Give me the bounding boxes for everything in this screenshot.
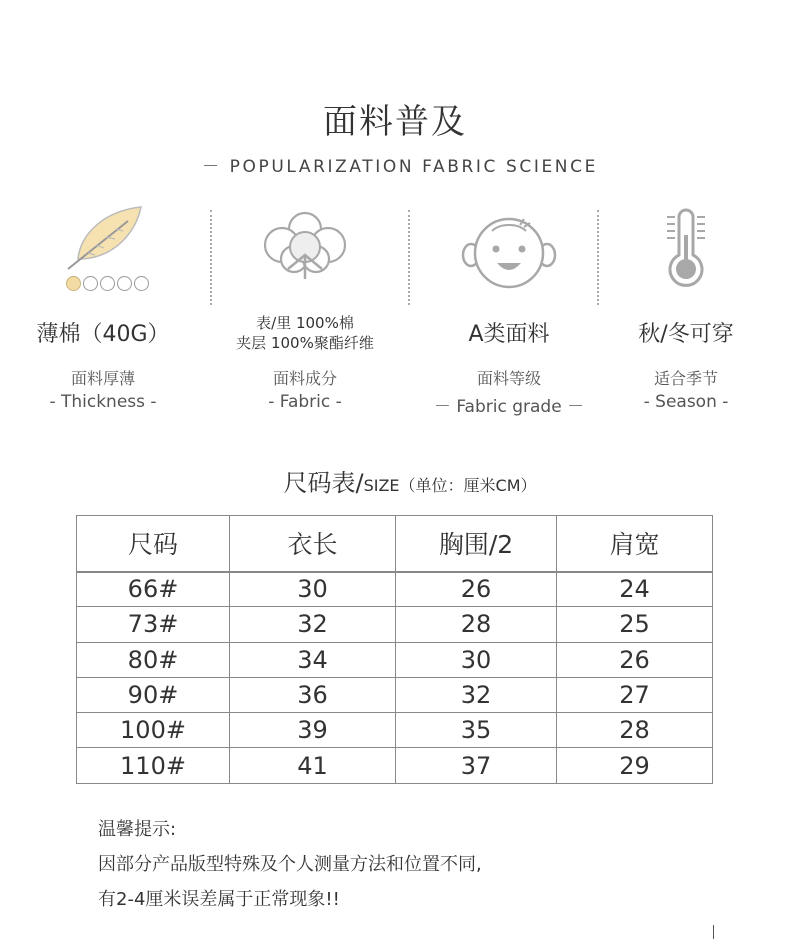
thickness-dot bbox=[100, 276, 115, 291]
fabric-composition-line-2: 夹层 100%聚酯纤维 bbox=[236, 334, 374, 352]
thickness-label-en: - Thickness - bbox=[49, 392, 157, 412]
size-chart-title-unit: （单位：厘米CM） bbox=[399, 476, 537, 495]
feature-grade bbox=[414, 205, 604, 417]
page-subtitle: － POPULARIZATION FABRIC SCIENCE bbox=[202, 157, 598, 177]
column-header-length: 衣长 bbox=[230, 516, 396, 572]
thickness-dot bbox=[117, 276, 132, 291]
table-row bbox=[77, 713, 713, 748]
tips-heading: 温馨提示: bbox=[98, 819, 177, 840]
table-cell: 26 bbox=[396, 572, 557, 607]
divider bbox=[408, 210, 410, 305]
table-cell: 35 bbox=[396, 713, 557, 748]
cotton-icon bbox=[210, 205, 400, 305]
table-cell: 37 bbox=[396, 748, 557, 783]
feather-icon bbox=[8, 205, 198, 305]
table-row bbox=[77, 572, 713, 607]
fabric-composition-line-1: 表/里 100%棉 bbox=[256, 314, 354, 332]
table-cell: 28 bbox=[396, 607, 557, 642]
table-header-row bbox=[77, 516, 713, 572]
fabric-label: 面料成分 bbox=[272, 369, 337, 388]
thickness-dot bbox=[83, 276, 98, 291]
tips-line: 有2-4厘米误差属于正常现象!! bbox=[98, 889, 340, 910]
divider bbox=[713, 925, 714, 939]
feature-season bbox=[591, 205, 781, 412]
table-cell: 30 bbox=[396, 642, 557, 677]
page-title: 面料普及 bbox=[323, 102, 467, 142]
table-cell: 36 bbox=[230, 677, 396, 712]
baby-face-icon bbox=[414, 205, 604, 305]
season-label: 适合季节 bbox=[653, 369, 718, 388]
table-cell: 29 bbox=[557, 748, 713, 783]
table-cell: 80# bbox=[77, 642, 230, 677]
table-cell: 32 bbox=[230, 607, 396, 642]
size-chart-title bbox=[0, 463, 790, 498]
table-cell: 32 bbox=[396, 677, 557, 712]
fabric-features bbox=[0, 205, 790, 435]
tips-line: 因部分产品版型特殊及个人测量方法和位置不同, bbox=[98, 854, 482, 875]
column-header-chest: 胸围/2 bbox=[396, 516, 557, 572]
size-chart-title-size: SIZE bbox=[363, 476, 400, 495]
fabric-label-en: - Fabric - bbox=[268, 392, 342, 412]
thickness-label: 面料厚薄 bbox=[70, 369, 135, 388]
thickness-value: 薄棉（40G） bbox=[36, 322, 170, 347]
table-cell: 90# bbox=[77, 677, 230, 712]
table-cell: 110# bbox=[77, 748, 230, 783]
thermometer-icon bbox=[591, 205, 781, 305]
size-chart-title-main: 尺码表/ bbox=[283, 469, 364, 497]
table-row bbox=[77, 677, 713, 712]
table-cell: 66# bbox=[77, 572, 230, 607]
feature-thickness bbox=[8, 205, 198, 412]
table-cell: 24 bbox=[557, 572, 713, 607]
grade-value: A类面料 bbox=[468, 322, 550, 347]
table-cell: 39 bbox=[230, 713, 396, 748]
table-cell: 26 bbox=[557, 642, 713, 677]
season-label-en: - Season - bbox=[643, 392, 729, 412]
season-value: 秋/冬可穿 bbox=[638, 322, 734, 347]
thickness-rating bbox=[66, 276, 149, 291]
column-header-size: 尺码 bbox=[77, 516, 230, 572]
thickness-dot bbox=[134, 276, 149, 291]
table-cell: 41 bbox=[230, 748, 396, 783]
table-cell: 34 bbox=[230, 642, 396, 677]
size-table bbox=[76, 515, 713, 784]
table-cell: 73# bbox=[77, 607, 230, 642]
grade-label-en: － Fabric grade － bbox=[433, 397, 585, 417]
table-row bbox=[77, 607, 713, 642]
table-row bbox=[77, 748, 713, 783]
grade-label: 面料等级 bbox=[476, 369, 541, 388]
feature-fabric bbox=[210, 205, 400, 412]
column-header-shoulder: 肩宽 bbox=[557, 516, 713, 572]
table-cell: 25 bbox=[557, 607, 713, 642]
table-cell: 28 bbox=[557, 713, 713, 748]
table-row bbox=[77, 642, 713, 677]
table-cell: 27 bbox=[557, 677, 713, 712]
fabric-composition bbox=[210, 313, 400, 353]
table-cell: 30 bbox=[230, 572, 396, 607]
thickness-dot-filled bbox=[66, 276, 81, 291]
tips bbox=[98, 812, 482, 917]
table-cell: 100# bbox=[77, 713, 230, 748]
